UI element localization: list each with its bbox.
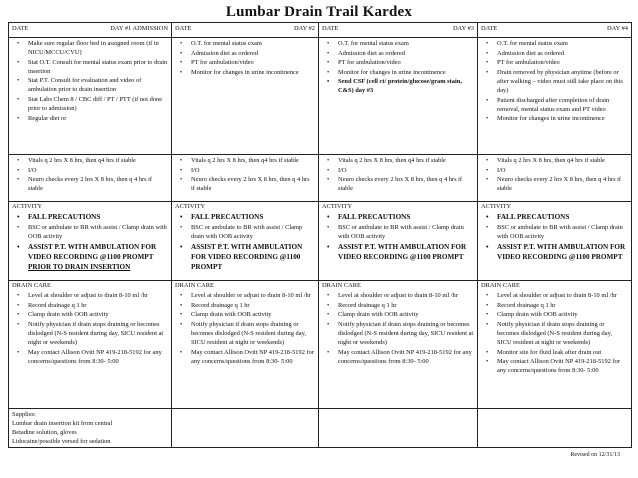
header-day3 [319, 23, 478, 38]
vitals-day1 [9, 155, 172, 202]
drain-care-day4 [478, 281, 632, 409]
orders-day2 [172, 38, 319, 155]
assist-text: ASSIST P.T. WITH AMBULATION FOR VIDEO RECORDING @1100 PROMPT [28, 242, 157, 262]
vitals-day2 [172, 155, 319, 202]
list-item: • PT for ambulation/video [481, 58, 628, 67]
list-item: • Admission diet as ordered [322, 49, 474, 58]
section-label: ACTIVITY [12, 203, 43, 210]
list-item [12, 242, 168, 273]
vitals-row [9, 155, 632, 202]
list-item: • Clamp drain with OOB activity [175, 310, 315, 319]
list-item: • Vitals q 2 hrs X 8 hrs, then q4 hrs if stable [12, 156, 168, 165]
list-item: • Notify physician if drain stops draining or becomes dislodged (N-S resident during day, SICU resident at night or weekends) [175, 320, 315, 347]
supplies-empty-day3 [319, 409, 478, 448]
list-item: • Regular diet or [12, 114, 168, 123]
drain-care-day3 [319, 281, 478, 409]
list-item: • O.T. for mental status exam [175, 39, 315, 48]
list-item: • Clamp drain with OOB activity [481, 310, 628, 319]
list-item: • May contact Allison Ovitt NP 419-218-5192 for any concerns/questions from 8:30- 5:00 [175, 348, 315, 366]
supplies-cell [9, 409, 172, 448]
activity-day4 [478, 202, 632, 281]
list-item: • Record drainage q 1 hr [481, 301, 628, 310]
list-item: • PT for ambulation/video [175, 58, 315, 67]
activity-day3 [319, 202, 478, 281]
list-item: • BSC or ambulate to BR with assist / Clamp drain with OOB activity [481, 223, 628, 241]
section-label: DRAIN CARE [175, 282, 214, 289]
header-day: DAY #4 [606, 25, 628, 32]
list-item: • Monitor for changes in urine incontinence [322, 68, 474, 77]
list-item: • Admission diet as ordered [175, 49, 315, 58]
activity-row [9, 202, 632, 281]
list-item: • Notify physician if drain stops draining or becomes dislodged (N-S resident during day, SICU resident at night or weekends) [481, 320, 628, 347]
header-row [9, 23, 632, 38]
section-label: DRAIN CARE [322, 282, 361, 289]
list-item: • Notify physician if drain stops draining or becomes dislodged (N-S resident during day, SICU resident at night or weekends) [12, 320, 168, 347]
prior-text: PRIOR TO DRAIN INSERTION [28, 263, 131, 272]
page-title: Lumbar Drain Trail Kardex [225, 4, 413, 20]
orders-day4 [478, 38, 632, 155]
list-item: • May contact Allison Ovitt NP 419-218-5192 for any concerns/questions from 8:30- 5:00 [12, 348, 168, 366]
list-item: • ASSIST P.T. WITH AMBULATION FOR VIDEO RECORDING @1100 PROMPT [175, 242, 315, 273]
list-item: • Clamp drain with OOB activity [12, 310, 168, 319]
supplies-label: Supplies: [12, 411, 36, 418]
supplies-empty-day2 [172, 409, 319, 448]
list-item: • Vitals q 2 hrs X 8 hrs, then q4 hrs if stable [175, 156, 315, 165]
list-item: • Neuro checks every 2 hrs X 8 hrs, then q 4 hrs if stable [481, 175, 628, 193]
orders-day3 [319, 38, 478, 155]
header-day: DAY #1 ADMISSION [110, 25, 168, 32]
list-item: • FALL PRECAUTIONS [175, 212, 315, 222]
list-item: • I/O [175, 166, 315, 175]
list-item: • PT for ambulation/video [322, 58, 474, 67]
list-item: • Record drainage q 1 hr [175, 301, 315, 310]
list-item: • Admission diet as ordered [481, 49, 628, 58]
list-item: • I/O [481, 166, 628, 175]
list-item: • Monitor site for fluid leak after drain out [481, 348, 628, 357]
list-item: • Vitals q 2 hrs X 8 hrs, then q4 hrs if stable [322, 156, 474, 165]
list-item: • Stat O.T. Consult for mental status exam prior to drain insertion [12, 58, 168, 76]
list-item: • May contact Allison Ovitt NP 419-218-5192 for any concerns/questions from 8:30- 5:00 [322, 348, 474, 366]
activity-day2 [172, 202, 319, 281]
revised-note: Revised on 12/31/13 [570, 452, 620, 458]
list-item: • Notify physician if drain stops draining or becomes dislodged (N-S resident during day, SICU resident at night or weekends) [322, 320, 474, 347]
list-item: • Level at shoulder or adjust to drain 8-10 ml /hr [175, 291, 315, 300]
vitals-day4 [478, 155, 632, 202]
list-item: • FALL PRECAUTIONS [12, 212, 168, 222]
header-date: DATE [175, 25, 192, 32]
list-item: • Stat P.T. Consult for evaluation and video of ambulation prior to drain insertion [12, 76, 168, 94]
kardex-table [8, 22, 632, 448]
section-label: DRAIN CARE [481, 282, 520, 289]
supplies-empty-day4 [478, 409, 632, 448]
list-item: • Record drainage q 1 hr [12, 301, 168, 310]
supplies-row [9, 409, 632, 448]
list-item: • Monitor for changes in urine incontinence [175, 68, 315, 77]
list-item: • BSC or ambulate to BR with assist / Clamp drain with OOB activity [175, 223, 315, 241]
section-label: DRAIN CARE [12, 282, 51, 289]
list-item: • May contact Allison Ovitt NP 419-218-5192 for any concerns/questions from 8:30- 5:00 [481, 357, 628, 375]
orders-day1 [9, 38, 172, 155]
header-day: DAY #3 [452, 25, 474, 32]
vitals-day3 [319, 155, 478, 202]
drain-care-day2 [172, 281, 319, 409]
supplies-line: Lumbar drain insertion kit from central [12, 420, 113, 428]
list-item: • ASSIST P.T. WITH AMBULATION FOR VIDEO RECORDING @1100 PROMPT [481, 242, 628, 263]
list-item: • Record drainage q 1 hr [322, 301, 474, 310]
section-label: ACTIVITY [175, 203, 206, 210]
list-item: • Clamp drain with OOB activity [322, 310, 474, 319]
list-item: • Neuro checks every 2 hrs X 8 hrs, then q 4 hrs if stable [12, 175, 168, 193]
header-day1 [9, 23, 172, 38]
list-item: • O.T. for mental status exam [481, 39, 628, 48]
list-item: • O.T. for mental status exam [322, 39, 474, 48]
section-label: ACTIVITY [322, 203, 353, 210]
header-day4 [478, 23, 632, 38]
list-item: • ASSIST P.T. WITH AMBULATION FOR VIDEO RECORDING @1100 PROMPT [322, 242, 474, 263]
list-item: • I/O [12, 166, 168, 175]
drain-care-day1 [9, 281, 172, 409]
header-date: DATE [481, 25, 498, 32]
drain-care-row [9, 281, 632, 409]
list-item: • Level at shoulder or adjust to drain 8-10 ml /hr [322, 291, 474, 300]
list-item: • Level at shoulder or adjust to drain 8-10 ml /hr [481, 291, 628, 300]
supplies-line: Betadine solution, gloves [12, 429, 77, 437]
activity-day1 [9, 202, 172, 281]
list-item: • Make sure regular floor bed in assigned room (if in NICU/MCCU/CVU) [12, 39, 168, 57]
list-item: • FALL PRECAUTIONS [481, 212, 628, 222]
header-day: DAY #2 [293, 25, 315, 32]
list-item: • Level at shoulder or adjust to drain 8-10 ml /hr [12, 291, 168, 300]
list-item: • Stat Labs Chem 8 / CBC diff / PT / PTT (if not done prior to admission) [12, 95, 168, 113]
orders-row [9, 38, 632, 155]
header-date: DATE [12, 25, 29, 32]
header-date: DATE [322, 25, 339, 32]
list-item: • Neuro checks every 2 hrs X 8 hrs, then q 4 hrs if stable [175, 175, 315, 193]
list-item: • Send CSF (cell ct/ protein/glucose/gram stain, C&S) day #3 [322, 77, 474, 95]
list-item: • FALL PRECAUTIONS [322, 212, 474, 222]
list-item: • Monitor for changes in urine incontinence [481, 114, 628, 123]
list-item: • Drain removed by physician anytime (before or after walking – video must still take place on this day) [481, 68, 628, 95]
section-label: ACTIVITY [481, 203, 512, 210]
list-item: • Vitals q 2 hrs X 8 hrs, then q4 hrs if stable [481, 156, 628, 165]
header-day2 [172, 23, 319, 38]
supplies-line: Lidocaine/possible versed for sedation [12, 438, 111, 446]
list-item: • BSC or ambulate to BR with assist / Clamp drain with OOB activity [322, 223, 474, 241]
list-item: • I/O [322, 166, 474, 175]
list-item: • Neuro checks every 2 hrs X 8 hrs, then q 4 hrs if stable [322, 175, 474, 193]
list-item: • Patient discharged after completion of drain removal, mental status exam and PT video [481, 96, 628, 114]
list-item: • BSC or ambulate to BR with assist / Clamp drain with OOB activity [12, 223, 168, 241]
